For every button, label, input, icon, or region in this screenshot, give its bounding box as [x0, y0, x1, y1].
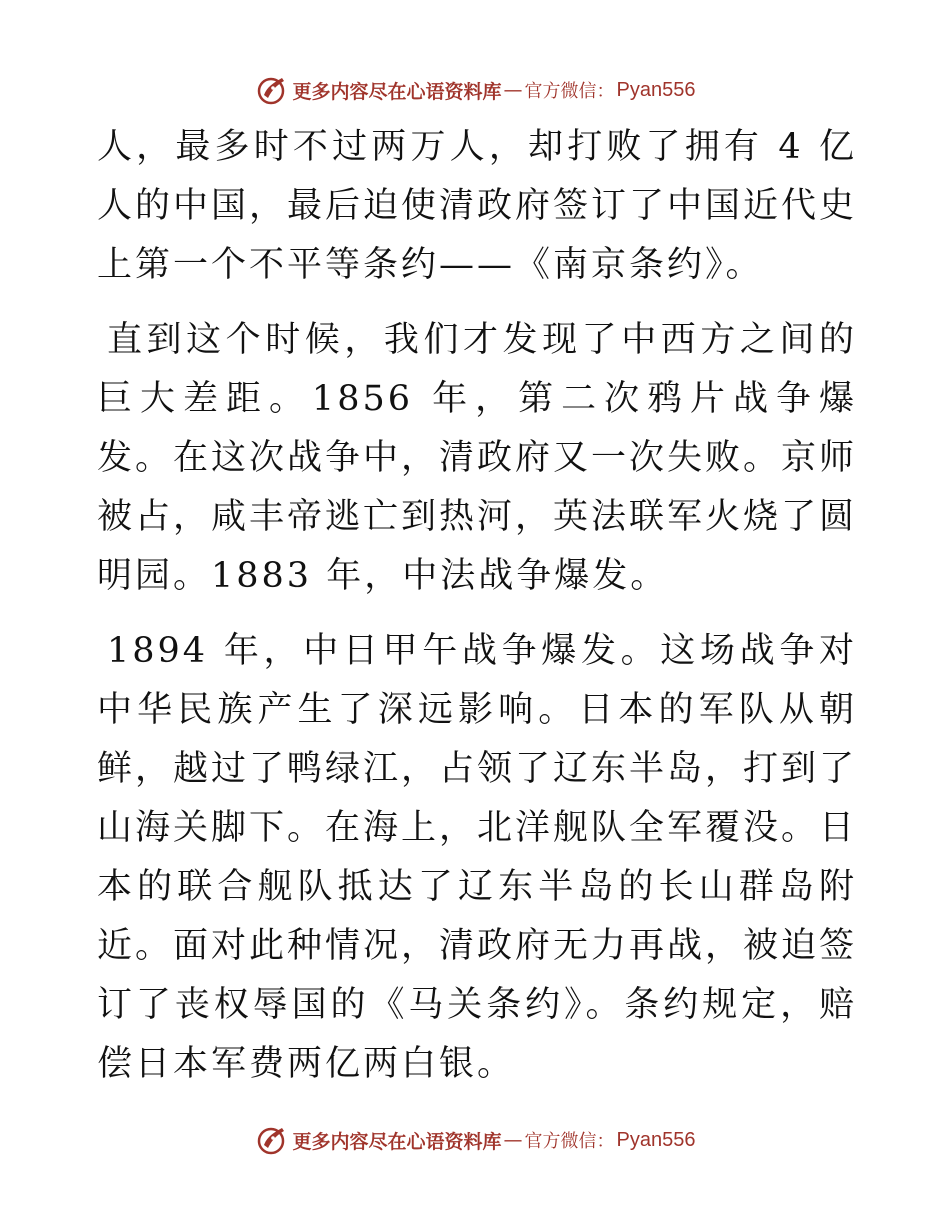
document-body [97, 118, 857, 1094]
watermark-wechat-label: 官方微信： [524, 81, 615, 102]
watermark-text: 更多内容尽在心语资料库 [292, 1130, 502, 1153]
watermark-wechat-label: 官方微信： [524, 1131, 615, 1152]
paragraph-2: 直到这个时候，我们才发现了中西方之间的巨大差距。1856 年，第二次鸦片战争爆发。在这次战争中，清政府又一次失败。京师被占，咸丰帝逃亡到热河，英法联军火烧了圆明园。1883 年，中法战争爆发。 [97, 320, 858, 596]
pen-nib-logo-icon [255, 73, 289, 107]
paragraph-1: 人，最多时不过两万人，却打败了拥有 4 亿人的中国，最后迫使清政府签订了中国近代史上第一个不平等条约——《南京条约》。 [97, 127, 858, 285]
watermark-text: 更多内容尽在心语资料库 [292, 80, 502, 103]
footer-watermark [0, 1120, 950, 1160]
paragraph-3: 1894 年，中日甲午战争爆发。这场战争对中华民族产生了深远影响。日本的军队从朝鲜，越过了鸭绿江，占领了辽东半岛，打到了山海关脚下。在海上，北洋舰队全军覆没。日本的联合舰队抵达了辽东半岛的长山群岛附近。面对此种情况，清政府无力再战，被迫签订了丧权辱国的《马关条约》。条约规定，赔偿日本军费两亿两白银。 [97, 631, 858, 1084]
header-watermark [0, 70, 950, 110]
pen-nib-logo-icon [255, 1123, 289, 1157]
watermark-wechat-id: Pyan556 [616, 1128, 696, 1151]
watermark-wechat-id: Pyan556 [616, 78, 696, 101]
watermark-separator: — [503, 1129, 523, 1151]
watermark-separator: — [503, 79, 523, 101]
